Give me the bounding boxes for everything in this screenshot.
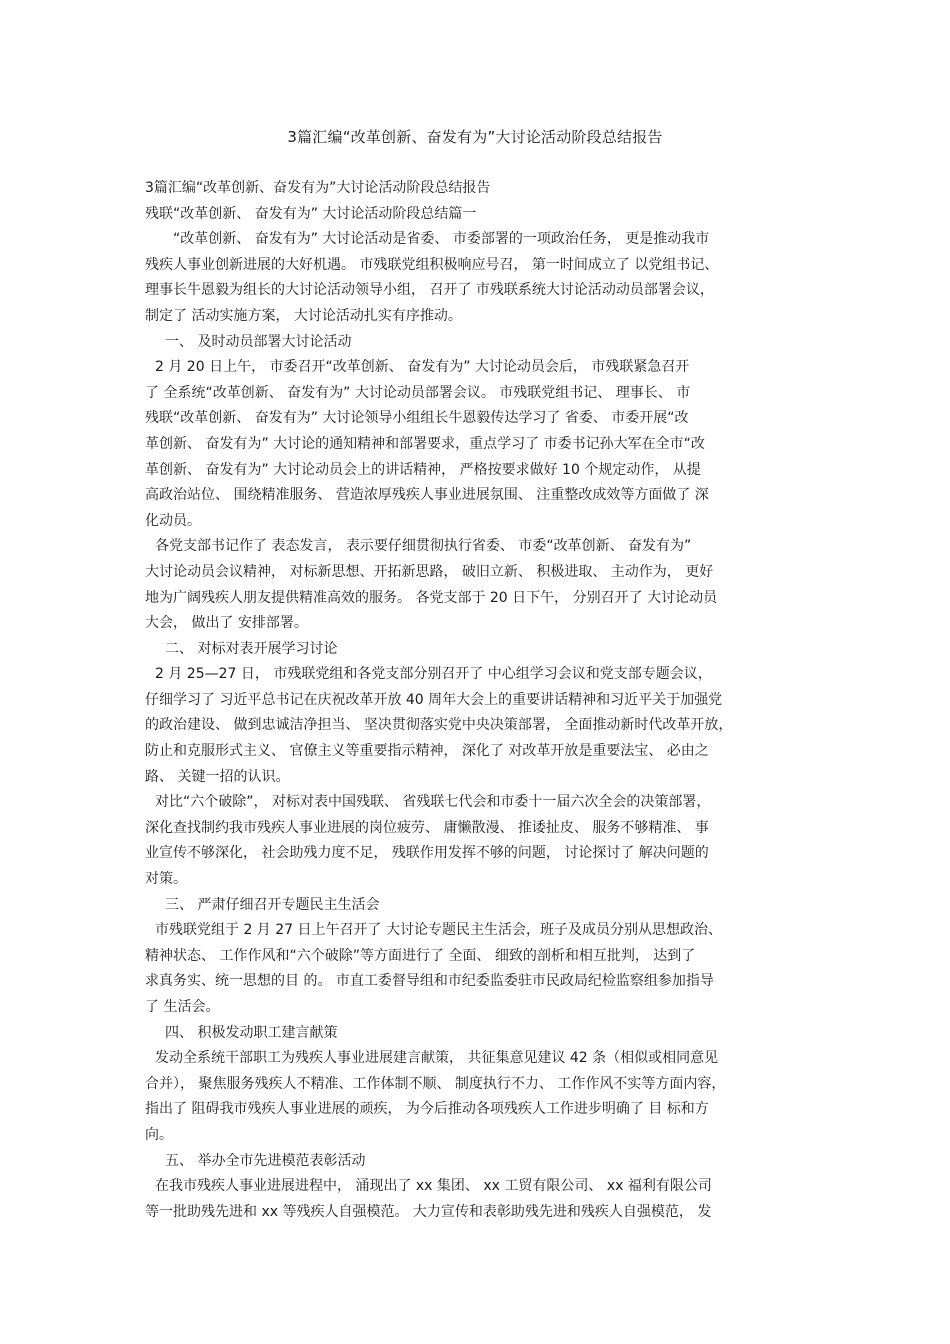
- text-line: 防止和克服形式主义、 官僚主义等重要指示精神， 深化了 对改革开放是重要法宝、 必由之: [145, 743, 709, 760]
- section-heading-4: [145, 1021, 810, 1047]
- document-subtitle: 3篇汇编“改革创新、奋发有为”大讨论活动阶段总结报告: [145, 180, 491, 196]
- text-line: 业宣传不够深化， 社会助残力度不足， 残联作用发挥不够的问题， 讨论探讨了 解决问题的: [145, 845, 709, 862]
- heading-text: 五、 举办全市先进模范表彰活动: [165, 1152, 366, 1169]
- document-body: [145, 176, 810, 1225]
- paragraph-3: [145, 918, 810, 1020]
- text-line: 等一批助残先进和 xx 等残疾人自强模范。 大力宣传和表彰助残先进和残疾人自强模范， 发: [145, 1203, 712, 1220]
- text-line: 了 全系统“改革创新、 奋发有为” 大讨论动员部署会议。 市残联党组书记、 理事长、 市: [145, 384, 691, 401]
- heading-text: 四、 积极发动职工建言献策: [165, 1024, 338, 1041]
- text-line: 精神状态、 工作作风和“六个破除”等方面进行了 全面、 细致的剖析和相互批判， 达到了: [145, 947, 696, 964]
- heading-text: 三、 严肃仔细召开专题民主生活会: [165, 896, 380, 913]
- text-line: 仔细学习了 习近平总书记在庆祝改革开放 40 周年大会上的重要讲话精神和习近平关于加强党: [145, 691, 723, 708]
- section-heading-5: [145, 1149, 810, 1175]
- section-heading-2: [145, 637, 810, 663]
- text-line: 的政治建设、 做到忠诚洁净担当、 坚决贯彻落实党中央决策部署， 全面推动新时代改革开放，: [145, 717, 733, 734]
- document-title: 3篇汇编“改革创新、奋发有为”大讨论活动阶段总结报告: [287, 128, 663, 146]
- paragraph-1b: [145, 534, 810, 636]
- text-line: 指出了 阻碍我市残疾人事业进展的顽疾， 为今后推动各项残疾人工作进步明确了 目 标和方: [145, 1101, 709, 1118]
- text-line: “改革创新、 奋发有为” 大讨论活动是省委、 市委部署的一项政治任务， 更是推动我市: [173, 231, 710, 248]
- text-line: 路、 关键一招的认识。: [145, 768, 290, 785]
- text-line: 发动全系统干部职工为残疾人事业进展建言献策， 共征集意见建议 42 条（相似或相同意见: [155, 1050, 719, 1067]
- heading-text: 一、 及时动员部署大讨论活动: [165, 333, 352, 350]
- text-line: 地为广阔残疾人朋友提供精准高效的服务。 各党支部于 20 日下午， 分别召开了 大讨论动员: [145, 589, 718, 606]
- text-line: 深化查找制约我市残疾人事业进展的岗位疲劳、 庸懒散漫、 推诿扯皮、 服务不够精准、 事: [145, 819, 709, 836]
- paragraph-1a: [145, 355, 810, 534]
- text-line: 化动员。: [145, 512, 201, 529]
- text-line: 革创新、 奋发有为” 大讨论的通知精神和部署要求，重点学习了 市委书记孙大军在全市“改: [145, 435, 705, 452]
- text-line: 制定了 活动实施方案， 大讨论活动扎实有序推动。: [145, 307, 462, 324]
- paragraph-2b: [145, 790, 810, 892]
- paragraph-2a: [145, 662, 810, 790]
- paragraph-5: [145, 1174, 810, 1225]
- text-line: 对策。: [145, 871, 187, 888]
- paragraph-4: [145, 1046, 810, 1148]
- text-line: 求真务实、统一思想的目 的。 市直工委督导组和市纪委监委驻市民政局纪检监察组参加指导: [145, 973, 714, 990]
- paragraph-intro: [145, 227, 810, 329]
- text-line: 2 月 25—27 日， 市残联党组和各党支部分别召开了 中心组学习会议和党支部专题会议，: [155, 666, 712, 683]
- text-line: 在我市残疾人事业进展进程中， 涌现出了 xx 集团、 xx 工贸有限公司、 xx 福利有限公司: [155, 1178, 712, 1195]
- section-title: 残联“改革创新、 奋发有为” 大讨论活动阶段总结篇一: [145, 205, 477, 222]
- text-line: 合并）， 聚焦服务残疾人不精准、工作体制不顺、 制度执行不力、 工作作风不实等方面内容，: [145, 1075, 726, 1092]
- text-line: 各党支部书记作了 表态发言， 表示要仔细贯彻执行省委、 市委“改革创新、 奋发有为”: [155, 538, 692, 555]
- text-line: 对比“六个破除”， 对标对表中国残联、 省残联七代会和市委十一届六次全会的决策部署，: [155, 794, 711, 811]
- text-line: 理事长牛恩毅为组长的大讨论活动领导小组， 召开了 市残联系统大讨论活动动员部署会议，: [145, 282, 714, 299]
- text-line: 了 生活会。: [145, 999, 220, 1015]
- text-line: 大会， 做出了 安排部署。: [145, 615, 308, 632]
- text-line: 残疾人事业创新进展的大好机遇。 市残联党组积极响应号召， 第一时间成立了 以党组书记、: [145, 256, 719, 273]
- section-heading-3: [145, 893, 810, 919]
- text-line: 革创新、 奋发有为” 大讨论动员会上的讲话精神， 严格按要求做好 10 个规定动作， 从提: [145, 461, 701, 478]
- text-line: 大讨论动员会议精神， 对标新思想、开拓新思路， 破旧立新、 积极进取、 主动作为， 更好: [145, 563, 714, 580]
- text-line: 2 月 20 日上午， 市委召开“改革创新、 奋发有为” 大讨论动员会后， 市残联紧急召开: [155, 359, 690, 376]
- section-heading-1: [145, 330, 810, 356]
- text-line: 高政治站位、 围绕精准服务、 营造浓厚残疾人事业进展氛围、 注重整改成效等方面做了 深: [145, 487, 709, 504]
- heading-text: 二、 对标对表开展学习讨论: [165, 640, 338, 657]
- text-line: 市残联党组于 2 月 27 日上午召开了 大讨论专题民主生活会，班子及成员分别从思想政治、: [155, 922, 722, 939]
- text-line: 残联“改革创新、 奋发有为” 大讨论领导小组组长牛恩毅传达学习了 省委、 市委开展“改: [145, 410, 689, 427]
- text-line: 向。: [145, 1126, 173, 1143]
